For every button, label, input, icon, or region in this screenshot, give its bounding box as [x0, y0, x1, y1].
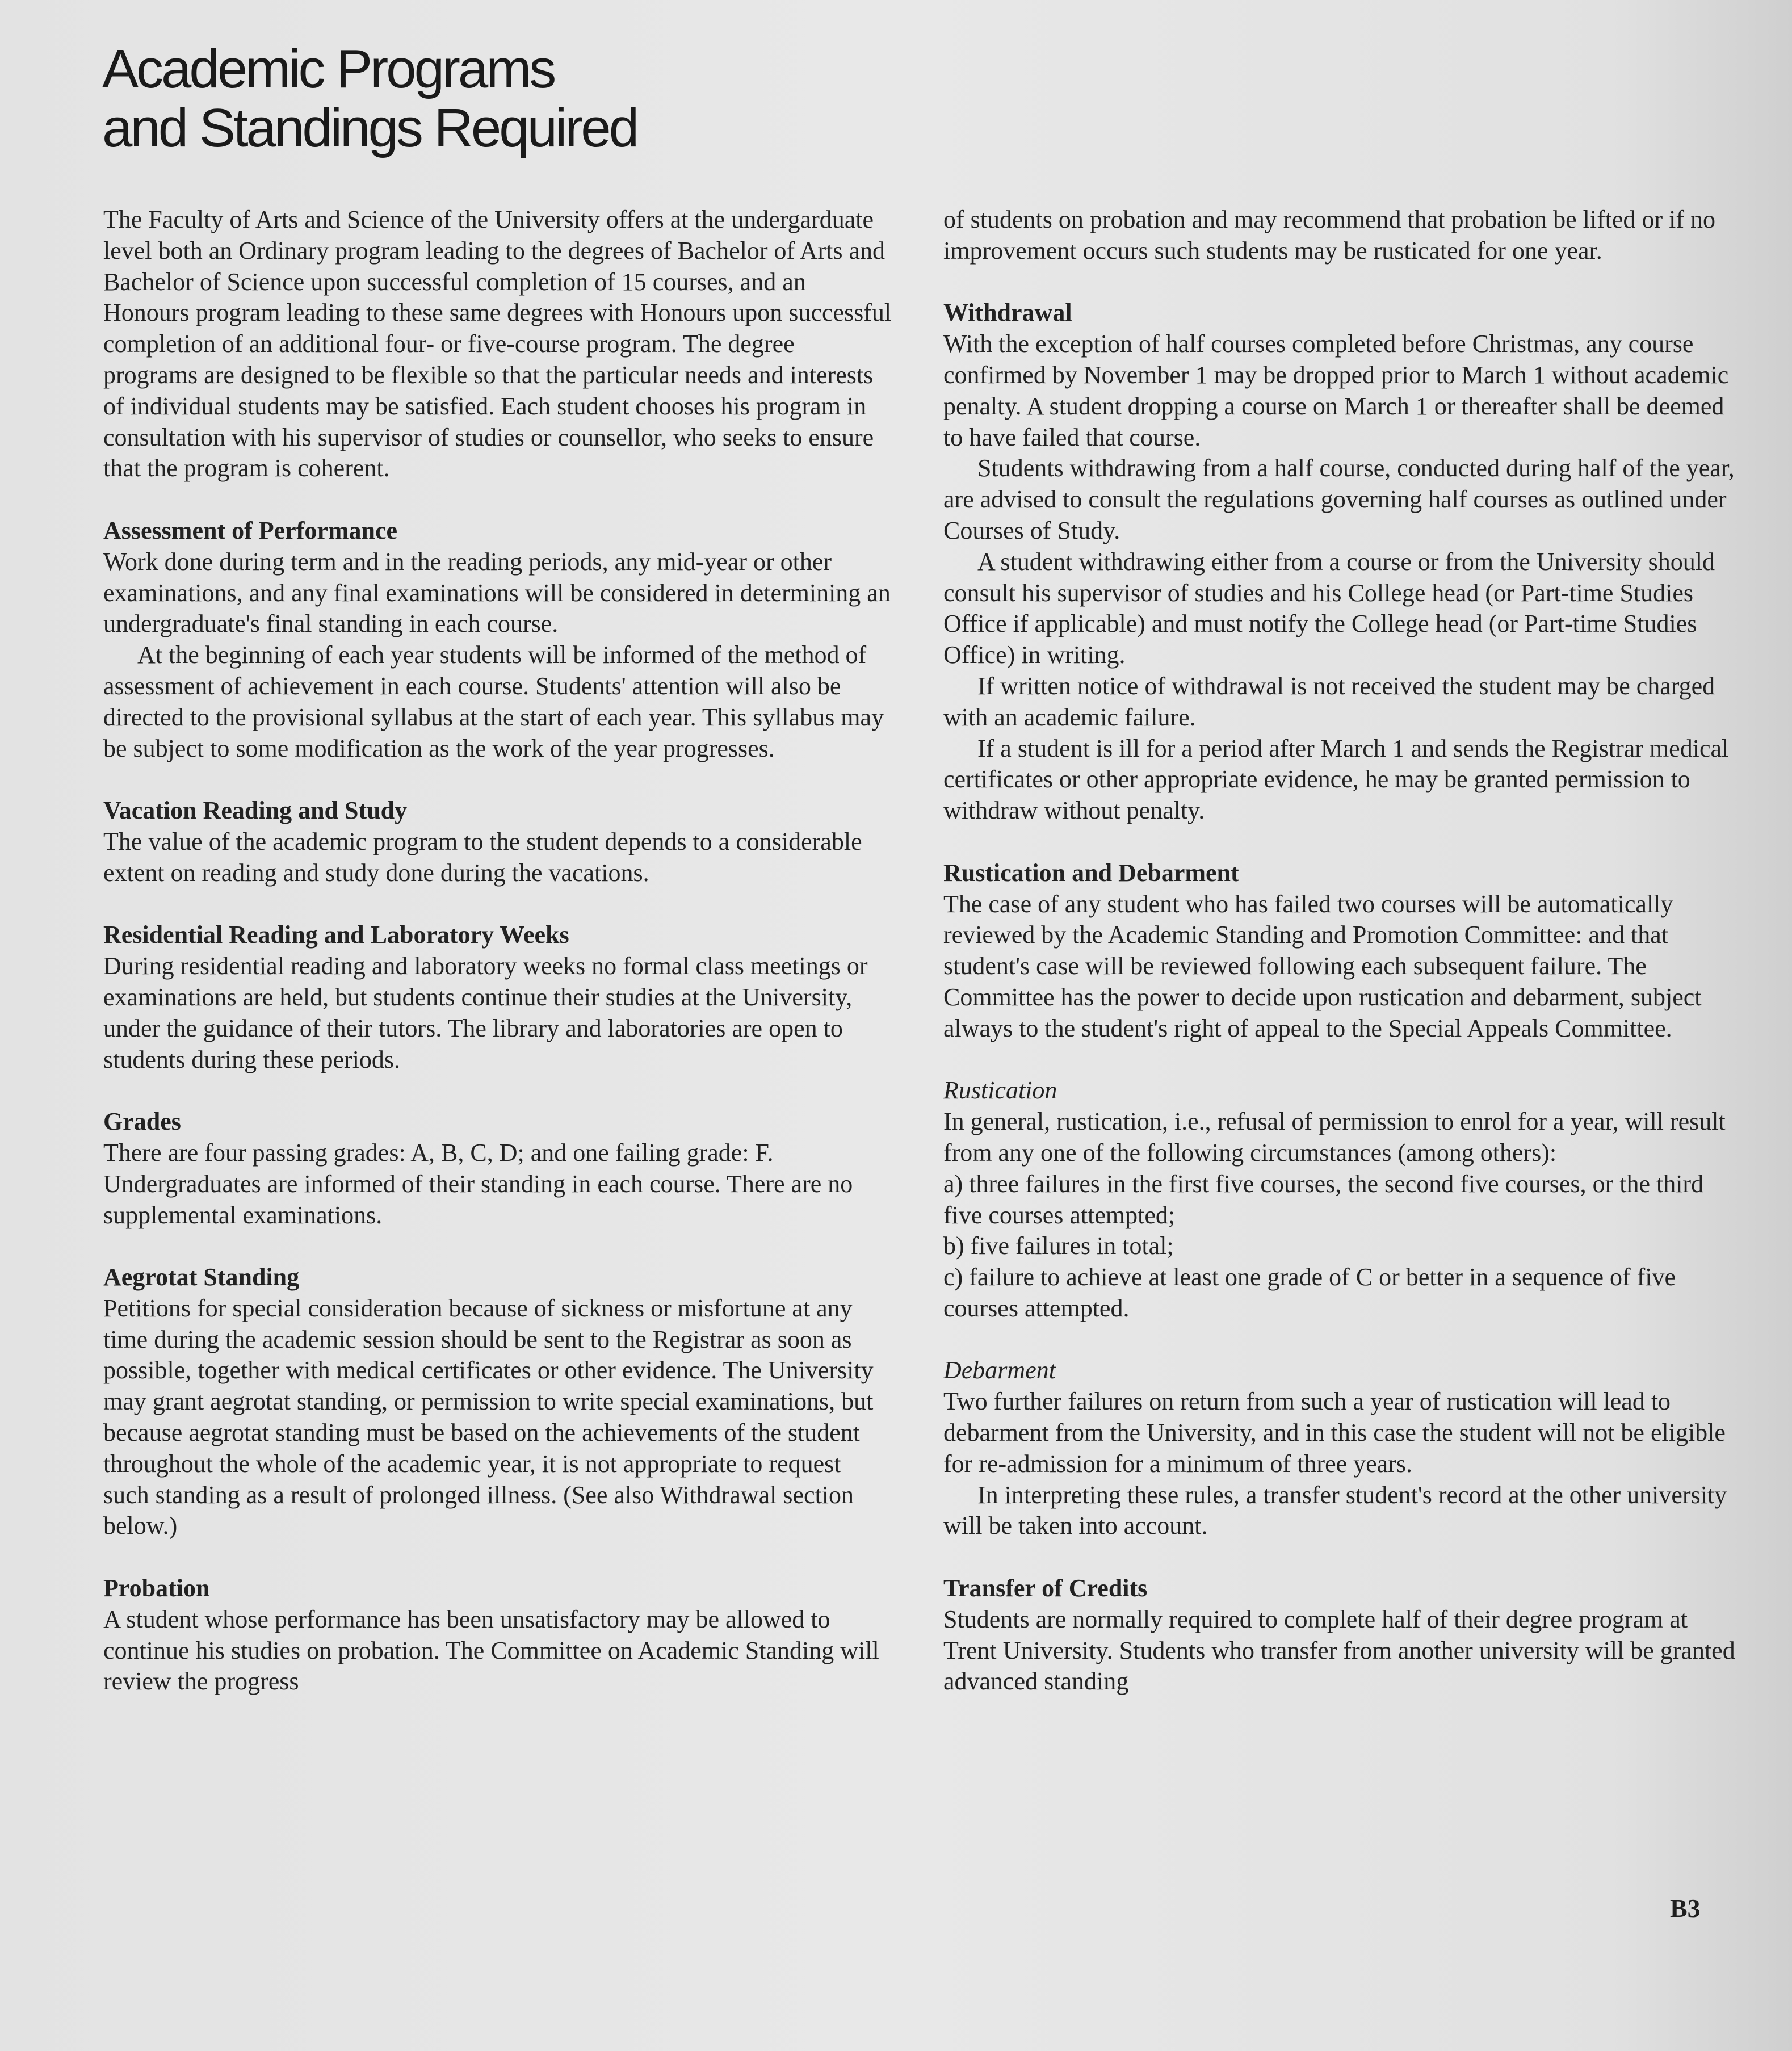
rustication-section [943, 1075, 1738, 1324]
paragraph: A student whose performance has been unsatisfactory may be allowed to continue his studies on probation. The Committee on Academic Standing will review the progress [103, 1605, 879, 1696]
paragraph: Petitions for special consideration because of sickness or misfortune at any time during the academic session should be sent to the Registrar as soon as possible, together with medical certificates or other evidence. The University may grant aegrotat standing, or permission to write special examinations, but because aegrotat standing must be based on the achievements of the student throughout the whole of the academic year, it is not appropriate to request such standing as a result of prolonged illness. (See also Withdrawal section below.) [103, 1294, 874, 1540]
assessment-section [103, 515, 892, 764]
residential-section [103, 920, 892, 1075]
list-item: c) failure to achieve at least one grade of C or better in a sequence of five courses attempted. [943, 1263, 1676, 1322]
left-column [103, 204, 892, 1697]
section-heading: Transfer of Credits [943, 1574, 1148, 1603]
section-heading: Residential Reading and Laboratory Weeks [103, 921, 569, 949]
paragraph: With the exception of half courses completed before Christmas, any course confirmed by November 1 may be dropped prior to March 1 without academic penalty. A student dropping a course on March 1 or thereafter shall be deemed to have failed that course. [943, 330, 1729, 451]
right-column [943, 204, 1738, 1697]
section-heading: Grades [103, 1108, 181, 1136]
paragraph: Two further failures on return from such a year of rustication will lead to debarment from the University, and in this case the student will not be eligible for re-admission for a minimum of three years. [943, 1387, 1726, 1478]
page-title [102, 40, 897, 158]
section-heading: Vacation Reading and Study [103, 796, 408, 825]
paragraph: In interpreting these rules, a transfer student's record at the other university will be taken into account. [943, 1480, 1727, 1540]
paragraph: of students on probation and may recommend that probation be lifted or if no improvement occurs such students may be rusticated for one year. [943, 205, 1716, 265]
page-number: B3 [1670, 1894, 1701, 1923]
section-heading: Withdrawal [943, 299, 1072, 327]
paragraph: The value of the academic program to the student depends to a considerable extent on reading and study done during the vacations. [103, 827, 862, 887]
paragraph: Students are normally required to complete half of their degree program at Trent University. Students who transfer from another university will be granted advanced standing [943, 1605, 1735, 1696]
grades-section [103, 1106, 892, 1231]
aegrotat-section [103, 1262, 892, 1542]
subsection-heading: Rustication [943, 1076, 1057, 1105]
section-heading: Aegrotat Standing [103, 1263, 300, 1291]
page-title-line-2: and Standings Required [102, 98, 637, 158]
intro-paragraph: The Faculty of Arts and Science of the University offers at the undergarduate level both an Ordinary program leading to the degrees of Bachelor of Arts and Bachelor of Science upon successful completion of 15 courses, and an Honours program leading to these same degrees with Honours upon successful completion of an additional four- or five-course program. The degree programs are designed to be flexible so that the particular needs and interests of individual students may be satisfied. Each student chooses his program in consultation with his supervisor of studies or counsellor, who seeks to ensure that the program is coherent. [103, 205, 892, 483]
paragraph: Work done during term and in the reading periods, any mid-year or other examinations, and any final examinations will be considered in determining an undergraduate's final standing in each course. [103, 547, 891, 638]
debarment-section [943, 1355, 1738, 1542]
list-item: a) three failures in the first five courses, the second five courses, or the third five courses attempted; [943, 1169, 1704, 1229]
paragraph: In general, rustication, i.e., refusal of permission to enrol for a year, will result from any one of the following circumstances (among others): [943, 1108, 1726, 1167]
paragraph: There are four passing grades: A, B, C, D; and one failing grade: F. Undergraduates are informed of their standing in each course. There are no supplemental examinations. [103, 1138, 853, 1229]
transfer-section [943, 1573, 1738, 1697]
paragraph: A student withdrawing either from a course or from the University should consult his supervisor of studies and his College head (or Part-time Studies Office if applicable) and must notify the College head (or Part-time Studies Office) in writing. [943, 547, 1715, 669]
paragraph: Students withdrawing from a half course, conducted during half of the year, are advised to consult the regulations governing half courses as outlined under Courses of Study. [943, 454, 1735, 544]
rustication-debarment-section [943, 858, 1738, 1045]
withdrawal-section [943, 297, 1738, 827]
probation-continuation [943, 204, 1738, 267]
section-heading: Probation [103, 1574, 210, 1603]
paragraph: If written notice of withdrawal is not received the student may be charged with an academic failure. [943, 672, 1715, 731]
section-heading: Assessment of Performance [103, 516, 398, 544]
paragraph: The case of any student who has failed two courses will be automatically reviewed by the Academic Standing and Promotion Committee: and that student's case will be reviewed following each subsequent failure. The Committee has the power to decide upon rustication and debarment, subject always to the student's right of appeal to the Special Appeals Committee. [943, 890, 1702, 1042]
paragraph: During residential reading and laboratory weeks no formal class meetings or examinations are held, but students continue their studies at the University, under the guidance of their tutors. The library and laboratories are open to students during these periods. [103, 952, 868, 1073]
page-title-line-1: Academic Programs [102, 39, 555, 99]
paragraph: At the beginning of each year students will be informed of the method of assessment of achievement in each course. Students' attention will also be directed to the provisional syllabus at the start of each year. This syllabus may be subject to some modification as the work of the year progresses. [103, 641, 884, 762]
probation-section [103, 1573, 892, 1697]
vacation-section [103, 795, 892, 888]
intro-section [103, 204, 892, 484]
section-heading: Rustication and Debarment [943, 858, 1239, 887]
paragraph: If a student is ill for a period after March 1 and sends the Registrar medical certificates or other appropriate evidence, he may be granted permission to withdraw without penalty. [943, 734, 1729, 825]
subsection-heading: Debarment [943, 1356, 1056, 1385]
list-item: b) five failures in total; [943, 1232, 1174, 1260]
